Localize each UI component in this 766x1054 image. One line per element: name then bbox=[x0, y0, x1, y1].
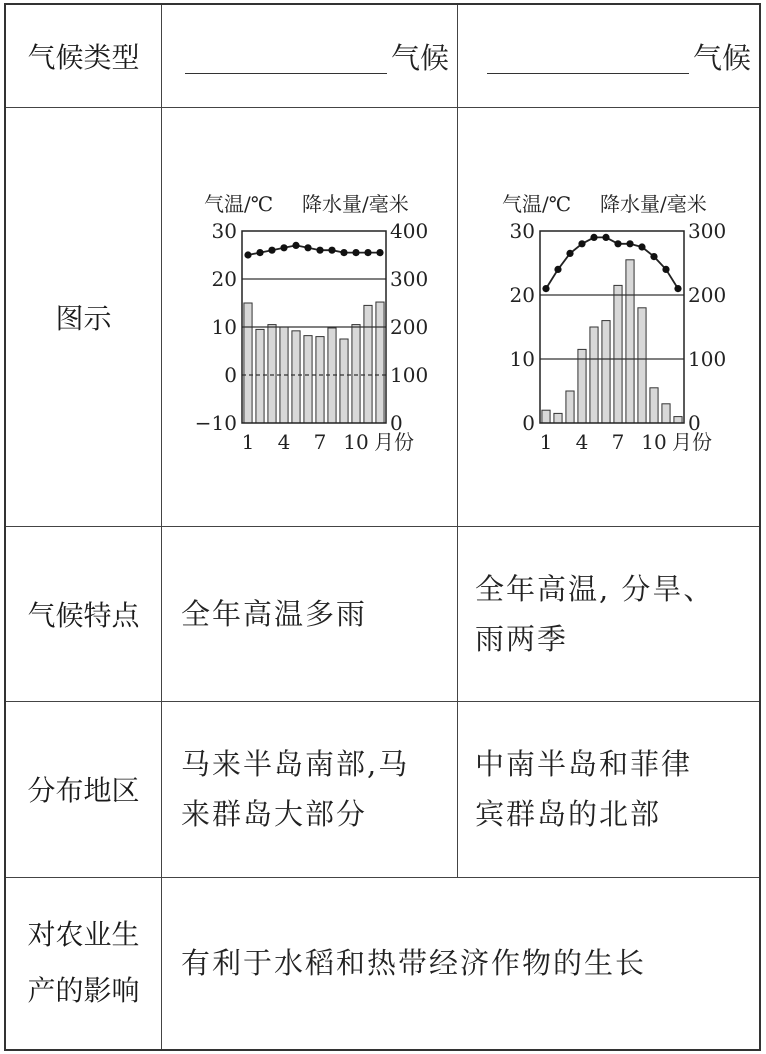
precip-axis-title: 降水量/毫米 bbox=[302, 192, 409, 216]
precip-bar bbox=[256, 329, 264, 423]
temp-tick-label: 20 bbox=[509, 283, 535, 307]
climate-suffix-right: 气候 bbox=[692, 40, 751, 75]
temp-tick-label: 10 bbox=[509, 347, 535, 371]
precip-bar bbox=[292, 331, 300, 423]
precip-bar bbox=[376, 302, 384, 423]
precip-bar bbox=[566, 391, 574, 423]
precip-bar bbox=[352, 325, 360, 423]
temperature-point bbox=[578, 240, 585, 247]
month-tick-label: 10 bbox=[343, 430, 369, 454]
precip-bar bbox=[340, 339, 348, 423]
temperature-point bbox=[256, 249, 263, 256]
month-tick-label: 1 bbox=[539, 430, 553, 454]
temperature-point bbox=[244, 251, 251, 258]
answer-blank-right[interactable] bbox=[487, 39, 689, 74]
temperature-point bbox=[674, 285, 681, 292]
temperature-point bbox=[316, 247, 323, 254]
precip-tick-label: 100 bbox=[390, 363, 429, 387]
temperature-point bbox=[650, 253, 657, 260]
temperature-line bbox=[546, 237, 678, 288]
temperature-point bbox=[364, 249, 371, 256]
precip-bar bbox=[542, 410, 550, 423]
impact-value: 有利于水稻和热带经济作物的生长 bbox=[181, 946, 647, 980]
impact-header bbox=[6, 877, 161, 1049]
climate-chart-tropical-monsoon bbox=[464, 175, 754, 465]
features-header: 气候特点 bbox=[27, 598, 140, 632]
precip-bar bbox=[662, 404, 670, 423]
precip-bar bbox=[638, 308, 646, 423]
temp-tick-label: 10 bbox=[211, 315, 237, 339]
x-axis-title: 月份 bbox=[672, 430, 712, 454]
precip-bar bbox=[268, 325, 276, 423]
distribution-right-line1: 中南半岛和菲律 bbox=[475, 747, 693, 781]
temp-tick-label: −10 bbox=[194, 411, 237, 435]
features-right bbox=[457, 526, 759, 701]
precip-bar bbox=[554, 413, 562, 423]
distribution-left bbox=[161, 701, 457, 877]
temperature-point bbox=[280, 244, 287, 251]
climate-suffix-left: 气候 bbox=[390, 40, 449, 75]
precip-tick-label: 0 bbox=[390, 411, 403, 435]
precip-tick-label: 300 bbox=[688, 219, 727, 243]
features-left: 全年高温多雨 bbox=[181, 596, 368, 631]
temperature-point bbox=[602, 234, 609, 241]
precip-bar bbox=[626, 260, 634, 423]
precip-bar bbox=[304, 336, 312, 423]
distribution-left-line1: 马来半岛南部,马 bbox=[181, 747, 410, 781]
x-axis-title: 月份 bbox=[374, 430, 414, 454]
month-tick-label: 4 bbox=[277, 430, 291, 454]
precip-axis-title: 降水量/毫米 bbox=[600, 192, 707, 216]
temperature-point bbox=[268, 247, 275, 254]
temperature-point bbox=[662, 266, 669, 273]
climate-type-left bbox=[161, 5, 457, 107]
impact-header-line2: 产的影响 bbox=[27, 974, 140, 1007]
temperature-point bbox=[292, 242, 299, 249]
month-tick-label: 7 bbox=[611, 430, 625, 454]
temperature-line bbox=[248, 245, 380, 255]
chart-row-header: 图示 bbox=[55, 301, 112, 335]
temp-axis-title: 气温/℃ bbox=[204, 192, 274, 216]
month-tick-label: 1 bbox=[241, 430, 255, 454]
precip-bar bbox=[316, 337, 324, 423]
month-tick-label: 7 bbox=[313, 430, 327, 454]
temperature-point bbox=[328, 247, 335, 254]
answer-blank-left[interactable] bbox=[185, 39, 387, 74]
precip-tick-label: 400 bbox=[390, 219, 429, 243]
temperature-point bbox=[554, 266, 561, 273]
temp-axis-title: 气温/℃ bbox=[502, 192, 572, 216]
precip-bar bbox=[674, 417, 682, 423]
precip-bar bbox=[244, 303, 252, 423]
plot-frame bbox=[540, 231, 684, 423]
temperature-point bbox=[614, 240, 621, 247]
climate-type-right bbox=[457, 5, 759, 107]
precip-bar bbox=[364, 305, 372, 423]
features-right-line2: 雨两季 bbox=[475, 621, 569, 656]
features-right-line1: 全年高温, 分旱、 bbox=[475, 571, 715, 606]
climate-table bbox=[4, 3, 761, 1051]
month-tick-label: 4 bbox=[575, 430, 589, 454]
temperature-point bbox=[340, 249, 347, 256]
temp-tick-label: 0 bbox=[522, 411, 535, 435]
precip-bar bbox=[614, 285, 622, 423]
temperature-point bbox=[638, 243, 645, 250]
distribution-right bbox=[457, 701, 759, 877]
month-tick-label: 10 bbox=[641, 430, 667, 454]
temp-tick-label: 30 bbox=[509, 219, 535, 243]
precip-bar bbox=[590, 327, 598, 423]
precip-bar bbox=[602, 321, 610, 423]
temp-tick-label: 30 bbox=[211, 219, 237, 243]
temp-tick-label: 20 bbox=[211, 267, 237, 291]
precip-bar bbox=[650, 388, 658, 423]
precip-tick-label: 200 bbox=[390, 315, 429, 339]
distribution-left-line2: 来群岛大部分 bbox=[181, 797, 368, 831]
distribution-header: 分布地区 bbox=[27, 774, 140, 807]
precip-tick-label: 200 bbox=[688, 283, 727, 307]
climate-type-header: 气候类型 bbox=[27, 41, 140, 74]
temperature-point bbox=[542, 285, 549, 292]
temperature-point bbox=[626, 240, 633, 247]
precip-bar bbox=[578, 349, 586, 423]
temperature-point bbox=[352, 249, 359, 256]
precip-tick-label: 0 bbox=[688, 411, 701, 435]
temperature-point bbox=[590, 234, 597, 241]
temp-tick-label: 0 bbox=[224, 363, 237, 387]
precip-tick-label: 100 bbox=[688, 347, 727, 371]
temperature-point bbox=[376, 249, 383, 256]
temperature-point bbox=[304, 244, 311, 251]
impact-header-line1: 对农业生 bbox=[27, 918, 140, 951]
precip-tick-label: 300 bbox=[390, 267, 429, 291]
distribution-right-line2: 宾群岛的北部 bbox=[475, 797, 662, 831]
temperature-point bbox=[566, 250, 573, 257]
climate-chart-tropical-rainforest bbox=[166, 175, 456, 465]
